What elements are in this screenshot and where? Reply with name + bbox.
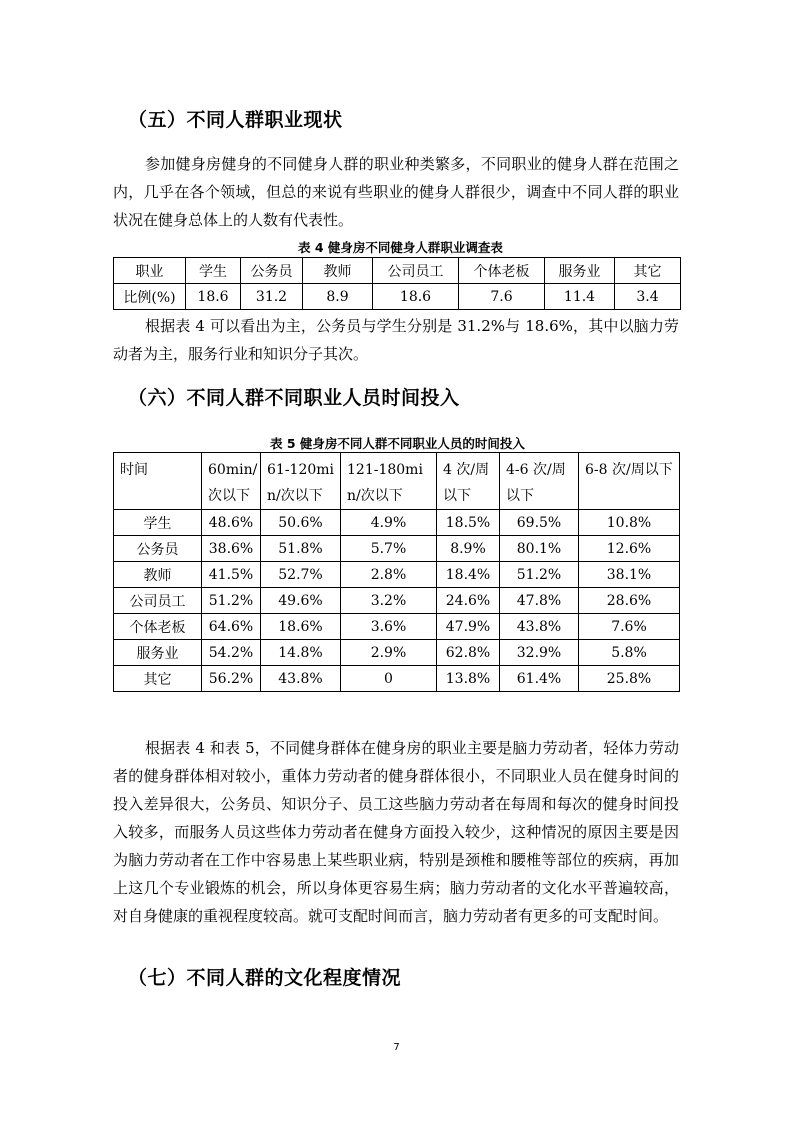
table5-row-label: 公司员工 (114, 588, 202, 614)
table5-cell: 0 (341, 666, 437, 692)
table5-cell: 32.9% (500, 640, 579, 666)
table5-cell: 48.6% (202, 510, 261, 536)
after-table5-paragraph: 根据表 4 和表 5，不同健身群体在健身房的职业主要是脑力劳动者，轻体力劳动者的健身群体相对较小，重体力劳动者的健身群体很小，不同职业人员在健身时间的投入差异很大，公务员、知识分子、员工这些脑力劳动者在每周和每次的健身时间投入较多，而服务人员这些体力劳动者在健身方面投入较少，这种情况的原因主要是因为脑力劳动者在工作中容易患上某些职业病，特别是颈椎和腰椎等部位的疾病，再加上这几个专业锻炼的机会，所以身体更容易生病；脑力劳动者的文化水平普遍较高，对自身健康的重视程度较高。就可支配时间而言，脑力劳动者有更多的可支配时间。 (113, 739, 679, 925)
table4-header-row (114, 258, 681, 284)
table5-row-label: 其它 (114, 666, 202, 692)
table5-cell: 49.6% (261, 588, 341, 614)
table5-cell: 52.7% (261, 562, 341, 588)
table5-cell: 62.8% (437, 640, 500, 666)
section5-heading: （五）不同人群职业现状 (128, 109, 343, 131)
table5-row (114, 588, 680, 614)
table5-cell: 51.8% (261, 536, 341, 562)
table5-header-cell: 121-180min/次以下 (341, 453, 437, 510)
table5-cell: 8.9% (437, 536, 500, 562)
table5-row (114, 666, 680, 692)
table5-body (114, 510, 680, 692)
table5 (113, 452, 680, 692)
table4-header-cell: 学生 (186, 258, 241, 284)
table5-cell: 38.6% (202, 536, 261, 562)
table5-cell: 18.5% (437, 510, 500, 536)
table5-cell: 4.9% (341, 510, 437, 536)
table5-row (114, 640, 680, 666)
table5-cell: 24.6% (437, 588, 500, 614)
table4-cell: 7.6 (459, 284, 545, 310)
table5-cell: 47.8% (500, 588, 579, 614)
table5-cell: 12.6% (579, 536, 680, 562)
table5-row (114, 510, 680, 536)
after-table4-paragraph: 根据表 4 可以看出为主，公务员与学生分别是 31.2%与 18.6%，其中以脑力劳动者为主，服务行业和知识分子其次。 (113, 317, 679, 363)
table4-cell: 18.6 (186, 284, 241, 310)
table5-cell: 43.8% (500, 614, 579, 640)
table4-header-cell: 教师 (303, 258, 373, 284)
table5-cell: 14.8% (261, 640, 341, 666)
table4-header-cell: 其它 (615, 258, 681, 284)
table5-cell: 50.6% (261, 510, 341, 536)
table5-cell: 47.9% (437, 614, 500, 640)
table5-row-label: 服务业 (114, 640, 202, 666)
table5-row (114, 536, 680, 562)
table5-header-row (114, 453, 680, 510)
table5-cell: 3.2% (341, 588, 437, 614)
table5-cell: 54.2% (202, 640, 261, 666)
table5-cell: 64.6% (202, 614, 261, 640)
table5-cell: 51.2% (500, 562, 579, 588)
table4-caption: 表 4 健身房不同健身人群职业调查表 (298, 240, 503, 255)
table5-cell: 80.1% (500, 536, 579, 562)
table5-cell: 7.6% (579, 614, 680, 640)
table5-header-cell: 时间 (114, 453, 202, 510)
table5-row-label: 个体老板 (114, 614, 202, 640)
table5-header-cell: 60min/次以下 (202, 453, 261, 510)
table5-cell: 18.4% (437, 562, 500, 588)
section5-paragraph: 参加健身房健身的不同健身人群的职业种类繁多，不同职业的健身人群在范围之内，几乎在各个领域，但总的来说有些职业的健身人群很少，调查中不同人群的职业状况在健身总体上的人数有代表性。 (113, 155, 679, 229)
table5-row-label: 学生 (114, 510, 202, 536)
table5-caption: 表 5 健身房不同人群不同职业人员的时间投入 (270, 436, 525, 451)
table4-header-cell: 公司员工 (373, 258, 459, 284)
table4-data-row (114, 284, 681, 310)
table4-header-cell: 服务业 (545, 258, 615, 284)
table5-cell: 2.8% (341, 562, 437, 588)
table5-header-cell: 4 次/周以下 (437, 453, 500, 510)
page-number: 7 (393, 1042, 400, 1053)
table4-header-cell: 职业 (114, 258, 186, 284)
section7-heading: （七）不同人群的文化程度情况 (128, 967, 402, 989)
table4-cell: 11.4 (545, 284, 615, 310)
table4 (113, 257, 681, 310)
table5-cell: 3.6% (341, 614, 437, 640)
table5-cell: 18.6% (261, 614, 341, 640)
table4-cell: 31.2 (241, 284, 303, 310)
section6-heading: （六）不同人群不同职业人员时间投入 (128, 387, 460, 409)
table5-header-cell: 6-8 次/周以下 (579, 453, 680, 510)
table5-row (114, 614, 680, 640)
table4-cell: 3.4 (615, 284, 681, 310)
table5-cell: 69.5% (500, 510, 579, 536)
table5-cell: 25.8% (579, 666, 680, 692)
table5-row (114, 562, 680, 588)
table5-cell: 2.9% (341, 640, 437, 666)
table5-cell: 56.2% (202, 666, 261, 692)
table5-header-cell: 61-120min/次以下 (261, 453, 341, 510)
table4-cell: 18.6 (373, 284, 459, 310)
table5-cell: 41.5% (202, 562, 261, 588)
table5-cell: 5.8% (579, 640, 680, 666)
table5-cell: 13.8% (437, 666, 500, 692)
table5-cell: 51.2% (202, 588, 261, 614)
table5-cell: 61.4% (500, 666, 579, 692)
table5-header-cell: 4-6 次/周以下 (500, 453, 579, 510)
table5-cell: 5.7% (341, 536, 437, 562)
table5-cell: 10.8% (579, 510, 680, 536)
table5-cell: 28.6% (579, 588, 680, 614)
table4-cell: 8.9 (303, 284, 373, 310)
table5-row-label: 公务员 (114, 536, 202, 562)
table5-cell: 38.1% (579, 562, 680, 588)
table4-header-cell: 公务员 (241, 258, 303, 284)
table5-cell: 43.8% (261, 666, 341, 692)
table4-cell: 比例(%) (114, 284, 186, 310)
table5-row-label: 教师 (114, 562, 202, 588)
table4-header-cell: 个体老板 (459, 258, 545, 284)
